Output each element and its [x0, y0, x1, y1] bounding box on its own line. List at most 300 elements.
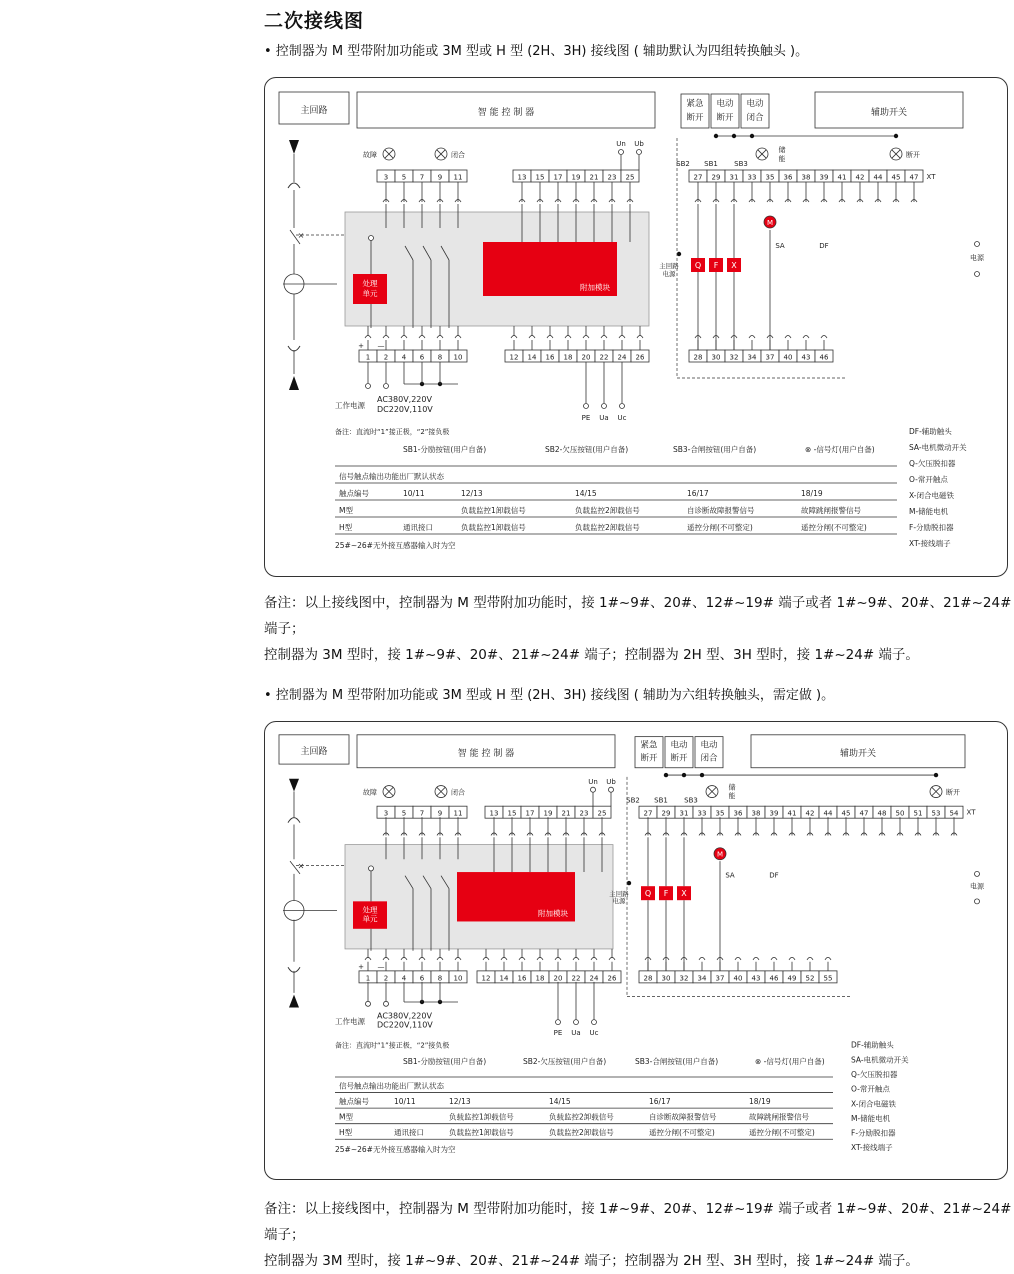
plus-sign: +: [358, 342, 364, 350]
terminal-node: [620, 404, 625, 409]
top-right-terminal-label-38: 38: [801, 173, 811, 182]
minus-sign: —: [377, 342, 385, 350]
top-left-terminal-label-11: 11: [453, 173, 463, 182]
voltage-label-1: AC380V,220V: [377, 395, 432, 404]
top-mid-terminal-label-13: 13: [517, 173, 527, 182]
storage-label: 储: [728, 783, 736, 792]
phase-label: Uc: [617, 414, 627, 422]
header-box-line: 电动: [670, 740, 688, 751]
terminal-node: [637, 150, 642, 155]
storage-label: 能: [728, 791, 736, 800]
table-cell: H型: [339, 523, 353, 532]
open-lamp-icon: [890, 148, 902, 160]
terminal-node: [609, 787, 614, 792]
bottom-right-terminal-label-34: 34: [747, 353, 757, 362]
x-mark: ×: [297, 861, 305, 871]
fault-label: 故障: [363, 151, 377, 159]
table-cell: 10/11: [394, 1097, 416, 1107]
bottom-right-terminal-label-52: 52: [805, 974, 815, 983]
terminal-node: [366, 1001, 371, 1006]
main-power-label: 电源: [662, 270, 676, 278]
table-cell: 14/15: [549, 1097, 571, 1107]
legend-item: X-闭合电磁铁: [851, 1099, 896, 1109]
terminal-node: [584, 404, 589, 409]
legend-item: XT-接线端子: [851, 1143, 893, 1153]
table-cell: 遥控分闸(不可整定): [649, 1128, 715, 1138]
bottom-right-terminal-label-32: 32: [729, 353, 739, 362]
df-label: DF: [819, 242, 829, 250]
terminal-hook: [785, 336, 791, 339]
main-circuit-label: 主回路: [300, 747, 328, 758]
header-box-line: 闭合: [746, 113, 764, 123]
top-right-terminal-label-35: 35: [715, 809, 725, 818]
bottom-mid-terminal-label-14: 14: [527, 353, 537, 362]
top-left-terminal-label-9: 9: [437, 173, 443, 182]
bottom-mid-terminal-label-20: 20: [581, 353, 591, 362]
junction-dot: [664, 773, 668, 777]
legend-item: Q-欠压脱扣器: [909, 459, 956, 468]
sb1-description: SB1-分励按钮(用户自备): [403, 1057, 487, 1067]
bottom-right-terminal-label-43: 43: [751, 974, 761, 983]
table-cell: 14/15: [575, 489, 597, 498]
terminal-node: [369, 866, 374, 871]
terminal-node: [591, 787, 596, 792]
bottom-mid-terminal-label-20: 20: [553, 974, 563, 983]
closed-label: 闭合: [451, 788, 465, 797]
bottom-left-terminal-label-8: 8: [437, 353, 443, 362]
sa-label: SA: [775, 242, 785, 250]
bottom-mid-terminal-label-24: 24: [589, 974, 599, 983]
controller-label: 智 能 控 制 器: [457, 748, 515, 759]
top-right-terminal-label-44: 44: [823, 809, 833, 818]
sb2-label: SB2: [626, 796, 640, 805]
top-mid-terminal-label-21: 21: [589, 173, 599, 182]
terminal-hook: [753, 957, 759, 960]
table-cell: 负载监控1卸载信号: [449, 1128, 514, 1138]
top-mid-terminal-label-15: 15: [507, 809, 517, 818]
voltage-label-2: DC220V,110V: [377, 1020, 433, 1030]
table-cell: 故障跳闸报警信号: [801, 506, 861, 515]
top-right-terminal-label-31: 31: [729, 173, 739, 182]
junction-dot: [714, 134, 718, 138]
top-right-terminal-label-45: 45: [841, 809, 851, 818]
fault-lamp-icon: [383, 148, 395, 160]
table-title: 信号触点输出功能出厂默认状态: [339, 472, 444, 481]
top-right-terminal-label-48: 48: [877, 809, 887, 818]
bottom-mid-terminal-label-12: 12: [509, 353, 519, 362]
sb2-label: SB2: [676, 160, 690, 168]
table-cell: 自诊断故障报警信号: [687, 506, 755, 515]
work-power-label: 工作电源: [335, 1016, 365, 1026]
header-box-line: 断开: [716, 113, 734, 123]
top-mid-terminal-label-13: 13: [489, 809, 499, 818]
df-label: DF: [769, 871, 779, 880]
terminal-node: [574, 1020, 579, 1025]
terminal-node: [975, 242, 980, 247]
terminal-node: [975, 871, 980, 876]
terminal-hook: [735, 957, 741, 960]
table-cell: 通讯接口: [403, 523, 433, 532]
bottom-mid-terminal-label-12: 12: [481, 974, 491, 983]
terminal-hook: [825, 957, 831, 960]
top-left-terminal-label-3: 3: [383, 173, 389, 182]
phase-label: Uc: [589, 1028, 599, 1037]
diagram-svg: [265, 722, 1007, 1179]
header-box-line: 断开: [670, 753, 688, 764]
top-right-terminal-label-39: 39: [769, 809, 779, 818]
top-right-terminal-label-42: 42: [805, 809, 815, 818]
main-power-label: 主回路: [609, 889, 629, 898]
legend-item: SA-电机微动开关: [851, 1055, 909, 1065]
terminal-hook: [771, 957, 777, 960]
table-cell: 负载监控2卸载信号: [549, 1128, 614, 1138]
table-cell: 12/13: [461, 489, 483, 498]
top-left-terminal-label-9: 9: [437, 809, 443, 818]
top-mid-terminal-label-21: 21: [561, 809, 571, 818]
bottom-right-terminal-label-37: 37: [765, 353, 775, 362]
table-cell: 负载监控1卸载信号: [461, 523, 526, 532]
legend-item: M-储能电机: [851, 1113, 891, 1123]
bottom-left-terminal-label-2: 2: [383, 974, 389, 983]
terminal-node: [975, 899, 980, 904]
bottom-mid-terminal-label-16: 16: [517, 974, 527, 983]
coil-label-F: F: [713, 261, 719, 270]
storage-lamp-icon: [706, 786, 718, 798]
terminal-hook: [821, 336, 827, 339]
header-box-line: 断开: [686, 113, 704, 123]
top-right-terminal-label-51: 51: [913, 809, 923, 818]
table-cell: 负载监控1卸载信号: [461, 506, 526, 515]
top-mid-terminal-label-25: 25: [625, 173, 635, 182]
bottom-right-terminal-label-28: 28: [693, 353, 703, 362]
header-box-line: 电动: [716, 99, 734, 109]
top-mid-terminal-label-23: 23: [579, 809, 589, 818]
phase-label: Ua: [571, 1028, 581, 1037]
top-right-terminal-label-47: 47: [909, 173, 919, 182]
bottom-left-terminal-label-10: 10: [453, 974, 463, 983]
junction-dot: [934, 773, 938, 777]
aux-switch-label: 辅助开关: [870, 108, 908, 118]
arrow-up-icon: [289, 376, 299, 390]
section-2-intro: • 控制器为 M 型带附加功能或 3M 型或 H 型 (2H、3H) 接线图 ( 辅助为六组转换触头，需定做 )。: [264, 688, 835, 703]
top-mid-terminal-label-19: 19: [571, 173, 581, 182]
top-right-terminal-label-54: 54: [949, 809, 959, 818]
processing-unit-label: 处理: [362, 905, 378, 915]
section-1-intro: • 控制器为 M 型带附加功能或 3M 型或 H 型 (2H、3H) 接线图 ( 辅助默认为四组转换触头 )。: [264, 44, 809, 59]
legend-item: O-常开触点: [909, 475, 948, 484]
storage-lamp-icon: [756, 148, 768, 160]
dc-note: 备注：直流时“1”接正极，“2”接负极: [335, 428, 450, 436]
legend-item: F-分励脱扣器: [909, 523, 954, 532]
top-left-terminal-label-7: 7: [419, 173, 425, 182]
terminal-node: [384, 384, 389, 389]
terminal-node: [369, 236, 374, 241]
table-cell: 遥控分闸(不可整定): [749, 1128, 815, 1138]
header-box-line: 电动: [700, 740, 718, 751]
table-cell: 负载监控2卸载信号: [549, 1112, 614, 1122]
note-2-line-1: 备注：以上接线图中，控制器为 M 型带附加功能时，接 1#~9#、20#、12#~19# 端子或者 1#~9#、20#、21#~24# 端子；: [264, 1201, 1012, 1243]
wiring-diagram-2: [264, 721, 1008, 1180]
terminal-hook: [803, 336, 809, 339]
xt-label: XT: [926, 173, 936, 181]
arrow-down-icon: [289, 779, 299, 792]
coil-label-Q: Q: [694, 261, 702, 270]
top-left-terminal-label-3: 3: [383, 809, 389, 818]
header-box-line: 断开: [640, 753, 658, 764]
note-1: [264, 590, 1014, 668]
terminal-node: [602, 404, 607, 409]
table-cell: 负载监控1卸载信号: [449, 1112, 514, 1122]
top-mid-terminal-label-15: 15: [535, 173, 545, 182]
table-cell: 18/19: [801, 489, 823, 498]
aux-switch-label: 辅助开关: [839, 748, 877, 759]
table-cell: 16/17: [649, 1097, 671, 1107]
legend-item: O-常开触点: [851, 1084, 890, 1094]
sb1-description: SB1-分励按钮(用户自备): [403, 445, 487, 454]
junction-dot: [627, 881, 631, 885]
table-cell: 通讯接口: [394, 1128, 424, 1138]
bottom-left-terminal-label-6: 6: [419, 974, 425, 983]
sb1-label: SB1: [654, 796, 668, 805]
terminal-node: [592, 1020, 597, 1025]
ub-label: Ub: [634, 140, 644, 148]
table-cell: 负载监控2卸载信号: [575, 523, 640, 532]
bottom-note: 25#~26#无外接互感器输入时为空: [335, 1145, 456, 1155]
bottom-mid-terminal-label-22: 22: [599, 353, 609, 362]
terminal-hook: [699, 957, 705, 960]
top-left-terminal-label-5: 5: [401, 173, 407, 182]
table-cell: 16/17: [687, 489, 709, 498]
sb3-label: SB3: [684, 796, 698, 805]
phase-label: Ua: [599, 414, 609, 422]
legend-item: DF-辅助触头: [851, 1040, 894, 1050]
bottom-right-terminal-label-40: 40: [783, 353, 793, 362]
sb3-label: SB3: [734, 160, 748, 168]
work-power-label: 工作电源: [335, 401, 365, 410]
open-label: 断开: [946, 788, 960, 797]
processing-unit-label: 单元: [362, 289, 378, 298]
additional-module-label: 附加模块: [538, 908, 568, 918]
page-title: 二次接线图: [264, 10, 365, 32]
legend-item: Q-欠压脱扣器: [851, 1070, 898, 1080]
top-right-terminal-label-33: 33: [747, 173, 757, 182]
voltage-label-1: AC380V,220V: [377, 1011, 432, 1021]
arrow-up-icon: [289, 995, 299, 1008]
top-right-terminal-label-41: 41: [837, 173, 847, 182]
bottom-left-terminal-label-6: 6: [419, 353, 425, 362]
table-cell: 遥控分闸(不可整定): [687, 523, 753, 532]
ub-label: Ub: [606, 778, 616, 787]
top-right-terminal-label-50: 50: [895, 809, 905, 818]
junction-dot: [894, 134, 898, 138]
bottom-mid-terminal-label-14: 14: [499, 974, 509, 983]
phase-label: PE: [553, 1028, 563, 1037]
table-cell: 18/19: [749, 1097, 771, 1107]
junction-dot: [677, 252, 681, 256]
additional-module-label: 附加模块: [580, 283, 610, 292]
table-cell: M型: [339, 1112, 353, 1122]
bottom-mid-terminal-label-18: 18: [535, 974, 545, 983]
legend-item: SA-电机微动开关: [909, 443, 967, 452]
top-mid-terminal-label-25: 25: [597, 809, 607, 818]
lamp-description: ⊗ -信号灯(用户自备): [755, 1057, 825, 1067]
coil-label-X: X: [681, 889, 687, 899]
storage-label: 储: [778, 146, 786, 154]
top-right-terminal-label-41: 41: [787, 809, 797, 818]
bottom-right-terminal-label-32: 32: [679, 974, 689, 983]
sa-label: SA: [725, 871, 735, 880]
sb1-label: SB1: [704, 160, 718, 168]
bottom-right-terminal-label-46: 46: [819, 353, 829, 362]
storage-label: 能: [778, 155, 786, 163]
controller-label: 智 能 控 制 器: [477, 108, 535, 118]
top-right-terminal-label-45: 45: [891, 173, 901, 182]
main-hook: [288, 818, 300, 823]
junction-dot: [700, 773, 704, 777]
top-right-terminal-label-27: 27: [693, 173, 703, 182]
top-right-terminal-label-53: 53: [931, 809, 941, 818]
top-right-terminal-label-42: 42: [855, 173, 865, 182]
motor-label: M: [766, 219, 774, 227]
top-mid-terminal-label-17: 17: [525, 809, 535, 818]
top-right-terminal-label-33: 33: [697, 809, 707, 818]
fault-lamp-icon: [383, 786, 395, 798]
legend-item: F-分励脱扣器: [851, 1128, 896, 1138]
note-2: [264, 1196, 1014, 1274]
top-left-terminal-label-11: 11: [453, 809, 463, 818]
bottom-right-terminal-label-46: 46: [769, 974, 779, 983]
minus-sign: —: [377, 963, 385, 972]
power-label: 电源: [970, 882, 984, 891]
table-cell: 12/13: [449, 1097, 471, 1107]
table-cell: 触点编号: [339, 489, 369, 498]
top-right-terminal-label-47: 47: [859, 809, 869, 818]
fault-label: 故障: [363, 788, 377, 797]
plus-sign: +: [358, 963, 364, 972]
terminal-node: [366, 384, 371, 389]
table-title: 信号触点输出功能出厂默认状态: [339, 1081, 444, 1091]
bottom-left-terminal-label-2: 2: [383, 353, 389, 362]
terminal-hook: [749, 336, 755, 339]
processing-unit-label: 单元: [362, 914, 378, 924]
closed-lamp-icon: [435, 786, 447, 798]
bottom-mid-terminal-label-26: 26: [607, 974, 617, 983]
bottom-left-terminal-label-4: 4: [401, 974, 407, 983]
un-label: Un: [616, 140, 626, 148]
bottom-left-terminal-label-1: 1: [365, 974, 371, 983]
bottom-mid-terminal-label-26: 26: [635, 353, 645, 362]
bottom-right-terminal-label-43: 43: [801, 353, 811, 362]
bottom-right-terminal-label-34: 34: [697, 974, 707, 983]
bottom-right-terminal-label-28: 28: [643, 974, 653, 983]
table-cell: 自诊断故障报警信号: [649, 1112, 717, 1122]
legend-item: M-储能电机: [909, 507, 949, 516]
diagram-svg: [265, 78, 1007, 576]
table-cell: 10/11: [403, 489, 425, 498]
terminal-node: [556, 1020, 561, 1025]
bottom-right-terminal-label-40: 40: [733, 974, 743, 983]
top-mid-terminal-label-17: 17: [553, 173, 563, 182]
top-right-terminal-label-38: 38: [751, 809, 761, 818]
bottom-mid-terminal-label-18: 18: [563, 353, 573, 362]
table-cell: H型: [339, 1128, 353, 1138]
junction-dot: [682, 773, 686, 777]
processing-unit-label: 处理: [362, 279, 378, 288]
legend-item: X-闭合电磁铁: [909, 491, 954, 500]
wiring-diagram-1: [264, 77, 1008, 577]
table-cell: 故障跳闸报警信号: [749, 1112, 809, 1122]
coil-label-F: F: [663, 889, 669, 899]
motor-label: M: [716, 850, 724, 859]
bottom-note: 25#~26#无外接互感器输入时为空: [335, 541, 456, 550]
legend-item: XT-接线端子: [909, 539, 951, 548]
table-cell: 触点编号: [339, 1097, 369, 1107]
terminal-node: [619, 150, 624, 155]
table-cell: M型: [339, 506, 353, 515]
top-right-terminal-label-44: 44: [873, 173, 883, 182]
junction-dot: [750, 134, 754, 138]
dc-note: 备注：直流时“1”接正极，“2”接负极: [335, 1041, 450, 1050]
terminal-hook: [789, 957, 795, 960]
bottom-right-terminal-label-37: 37: [715, 974, 725, 983]
header-box-line: 紧急: [686, 99, 704, 109]
note-1-line-1: 备注：以上接线图中，控制器为 M 型带附加功能时，接 1#~9#、20#、12#~19# 端子或者 1#~9#、20#、21#~24# 端子；: [264, 595, 1012, 637]
terminal-hook: [807, 957, 813, 960]
main-hook: [288, 183, 300, 188]
xt-label: XT: [966, 808, 976, 817]
top-left-terminal-label-7: 7: [419, 809, 425, 818]
main-power-label: 电源: [612, 897, 626, 906]
main-power-label: 主回路: [659, 262, 679, 270]
sb2-description: SB2-欠压按钮(用户自备): [545, 445, 629, 454]
table-cell: 负载监控2卸载信号: [575, 506, 640, 515]
closed-label: 闭合: [451, 151, 465, 159]
note-2-line-2: 控制器为 3M 型时，接 1#~9#、20#、21#~24# 端子；控制器为 2H 型、3H 型时，接 1#~24# 端子。: [264, 1253, 919, 1269]
bottom-left-terminal-label-4: 4: [401, 353, 407, 362]
header-box-line: 电动: [746, 99, 764, 109]
sb3-description: SB3-合闸按钮(用户自备): [673, 445, 757, 454]
bottom-right-terminal-label-30: 30: [711, 353, 721, 362]
bottom-left-terminal-label-10: 10: [453, 353, 463, 362]
top-right-terminal-label-29: 29: [661, 809, 671, 818]
top-mid-terminal-label-19: 19: [543, 809, 553, 818]
voltage-label-2: DC220V,110V: [377, 405, 433, 414]
table-cell: 遥控分闸(不可整定): [801, 523, 867, 532]
note-1-line-2: 控制器为 3M 型时，接 1#~9#、20#、21#~24# 端子；控制器为 2H 型、3H 型时，接 1#~24# 端子。: [264, 647, 919, 663]
top-right-terminal-label-36: 36: [733, 809, 743, 818]
terminal-node: [975, 272, 980, 277]
bottom-mid-terminal-label-16: 16: [545, 353, 555, 362]
open-lamp-icon: [930, 786, 942, 798]
top-right-terminal-label-35: 35: [765, 173, 775, 182]
coil-label-Q: Q: [644, 889, 652, 899]
header-box-line: 紧急: [640, 740, 658, 751]
arrow-down-icon: [289, 140, 299, 154]
top-right-terminal-label-27: 27: [643, 809, 653, 818]
bottom-mid-terminal-label-24: 24: [617, 353, 627, 362]
top-right-terminal-label-36: 36: [783, 173, 793, 182]
closed-lamp-icon: [435, 148, 447, 160]
bottom-right-terminal-label-55: 55: [823, 974, 833, 983]
bottom-mid-terminal-label-22: 22: [571, 974, 581, 983]
bottom-right-terminal-label-49: 49: [787, 974, 797, 983]
lamp-description: ⊗ -信号灯(用户自备): [805, 445, 875, 454]
power-label: 电源: [970, 254, 984, 262]
top-right-terminal-label-29: 29: [711, 173, 721, 182]
terminal-node: [384, 1001, 389, 1006]
open-label: 断开: [906, 151, 920, 159]
top-left-terminal-label-5: 5: [401, 809, 407, 818]
